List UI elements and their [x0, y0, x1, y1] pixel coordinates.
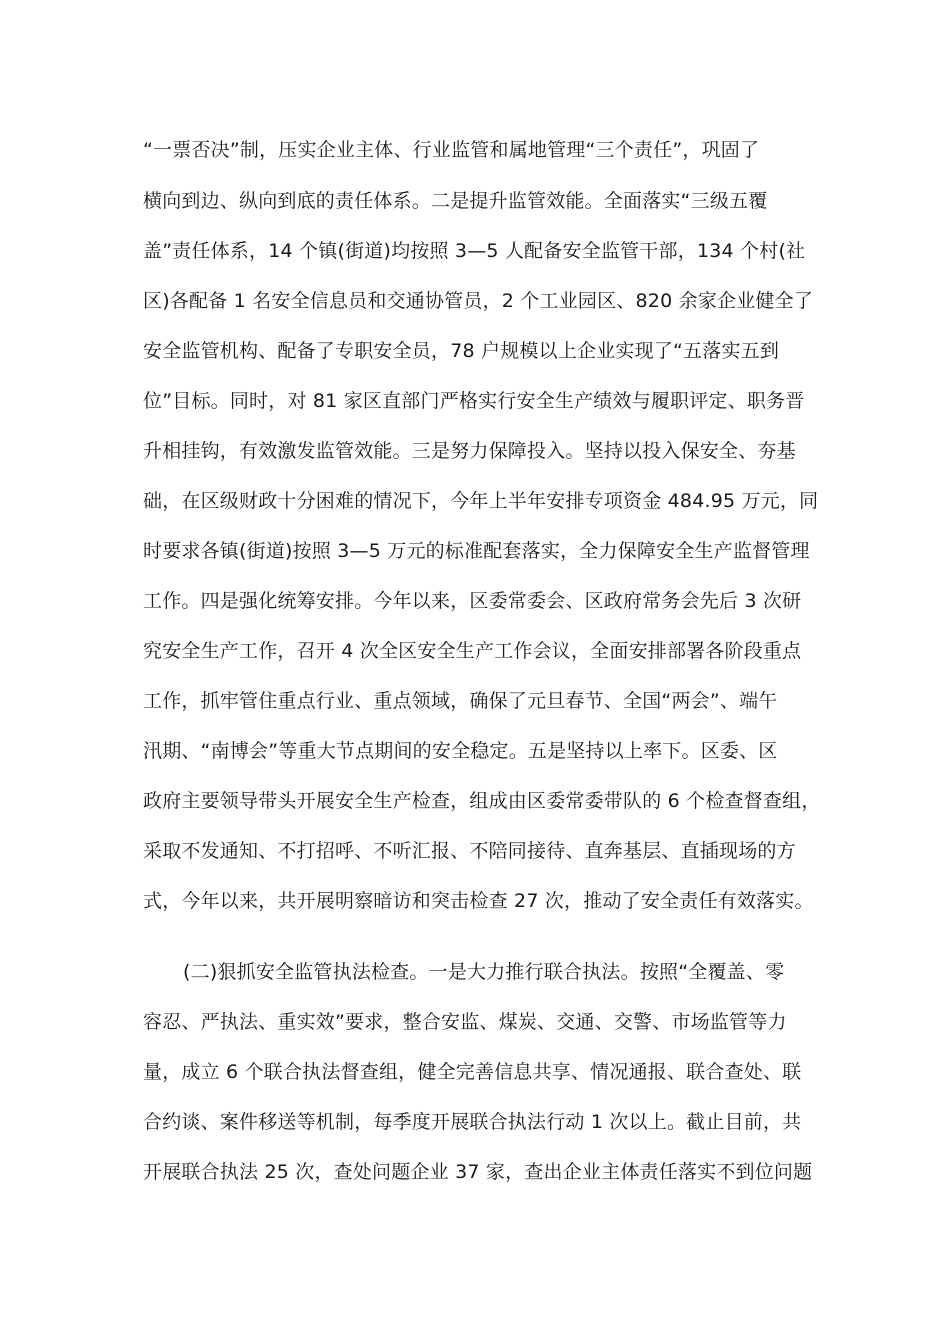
text-line: 容忍、严执法、重实效”要求，整合安监、煤炭、交通、交警、市场监管等力 — [143, 1011, 787, 1033]
text-line: 位”目标。同时，对 81 家区直部门严格实行安全生产绩效与履职评定、职务晋 — [143, 390, 805, 412]
text-line: 安全监管机构、配备了专职安全员，78 户规模以上企业实现了“五落实五到 — [143, 340, 780, 362]
text-line: (二)狠抓安全监管执法检查。一是大力推行联合执法。按照“全覆盖、零 — [183, 961, 785, 983]
text-line: 横向到边、纵向到底的责任体系。二是提升监管效能。全面落实“三级五覆 — [143, 190, 768, 212]
text-line: 汛期、“南博会”等重大节点期间的安全稳定。五是坚持以上率下。区委、区 — [143, 740, 778, 762]
text-line: “一票否决”制，压实企业主体、行业监管和属地管理“三个责任”，巩固了 — [143, 139, 760, 161]
text-line: 础，在区级财政十分困难的情况下，今年上半年安排专项资金 484.95 万元，同 — [143, 490, 819, 512]
text-line: 时要求各镇(街道)按照 3—5 万元的标准配套落实，全力保障安全生产监督管理 — [143, 540, 810, 562]
text-line: 采取不发通知、不打招呼、不听汇报、不陪同接待、直奔基层、直插现场的方 — [143, 840, 796, 862]
text-line: 工作，抓牢管住重点行业、重点领域，确保了元旦春节、全国“两会”、端午 — [143, 690, 778, 712]
text-line: 量，成立 6 个联合执法督查组，健全完善信息共享、情况通报、联合查处、联 — [143, 1061, 802, 1083]
text-line: 区)各配备 1 名安全信息员和交通协管员，2 个工业园区、820 余家企业健全了 — [143, 290, 814, 312]
text-line: 开展联合执法 25 次，查处问题企业 37 家，查出企业主体责任落实不到位问题 — [143, 1161, 813, 1183]
text-line: 工作。四是强化统筹安排。今年以来，区委常委会、区政府常务会先后 3 次研 — [143, 590, 802, 612]
text-line: 政府主要领导带头开展安全生产检查，组成由区委常委带队的 6 个检查督查组， — [143, 790, 821, 812]
text-line: 盖”责任体系，14 个镇(街道)均按照 3—5 人配备安全监管干部，134 个村(社 — [143, 240, 806, 262]
text-line: 究安全生产工作，召开 4 次全区安全生产工作会议，全面安排部署各阶段重点 — [143, 640, 802, 662]
text-line: 式，今年以来，共开展明察暗访和突击检查 27 次，推动了安全责任有效落实。 — [143, 890, 814, 912]
text-line: 合约谈、案件移送等机制，每季度开展联合执法行动 1 次以上。截止目前，共 — [143, 1111, 802, 1133]
text-line: 升相挂钩，有效激发监管效能。三是努力保障投入。坚持以投入保安全、夯基 — [143, 440, 796, 462]
